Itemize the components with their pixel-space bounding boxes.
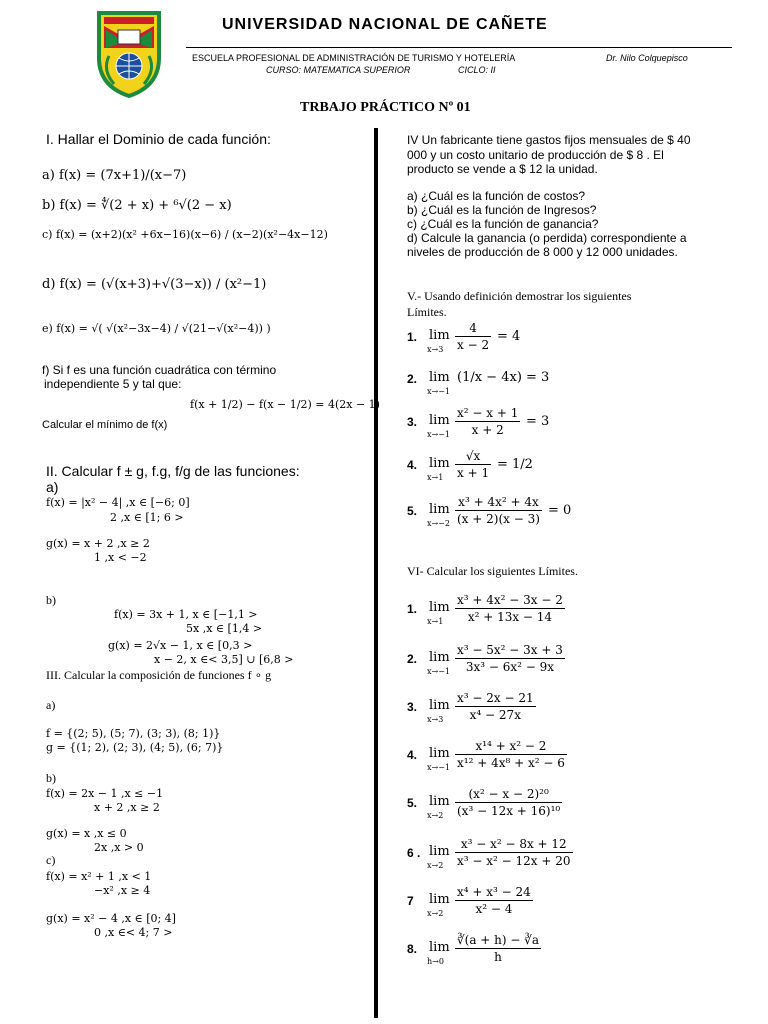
sec3-heading: III. Calcular la composición de funciones f ∘ g [46,668,272,682]
sec3-c-f-line2: −x² ,x ≥ 4 [94,884,151,897]
sec6-limit-8-item [407,932,747,972]
sec6-limit-7-subscript: x→2 [427,909,444,918]
sec2-b-f-line2: 5x ,x ∈ [1,4 > [186,622,263,635]
sec5-heading-2: Límites. [407,305,447,319]
sec2-b-label: b) [46,593,56,607]
sec6-limit-3-fraction [455,690,536,724]
sec5-limit-3-number: 3. [407,415,418,429]
sec6-limit-1-lim: lim [429,600,450,615]
sec6-limit-7-lim: lim [429,892,450,907]
sec1-f-equation: f(x + 1/2) − f(x − 1/2) = 4(2x − 1) [190,398,380,411]
sec5-limit-1-fraction [455,320,491,354]
sec3-b-g-line1: g(x) = x ,x ≤ 0 [46,827,127,840]
sec5-limit-4-number: 4. [407,458,418,472]
sec4-qd1: d) Calcule la ganancia (o perdida) correspondiente a [407,231,687,245]
sec6-limit-1-number: 1. [407,602,418,616]
sec5-limit-2-number: 2. [407,372,418,386]
sec6-limit-5-item [407,786,747,826]
sec5-limit-1-item [407,320,747,360]
sec5-limit-2-item [407,362,747,402]
sec5-limit-2-lim: lim [429,370,450,385]
sec6-limit-4-item [407,738,747,778]
sec5-heading-1: V.- Usando definición demostrar los siguientes [407,289,632,303]
sec6-limit-6-fraction [455,836,573,870]
sec1-f-text2: independiente 5 y tal que: [44,377,182,391]
sec1-item-d: d) f(x) = (√(x+3)+√(3−x)) / (x²−1) [42,277,267,292]
sec6-limit-7-number: 7 [407,894,414,908]
sec6-limit-3-denominator: x⁴ − 27x [469,708,521,722]
sec5-limit-5-lim: lim [429,502,450,517]
sec5-limit-5-fraction [455,494,542,528]
sec5-limit-1-subscript: x→3 [427,345,444,354]
sec4-qc: c) ¿Cuál es la función de ganancia? [407,217,599,231]
sec3-c-label: c) [46,853,56,867]
sec1-item-a: a) f(x) = (7x+1)/(x−7) [42,168,187,183]
sec5-limit-5-rhs: = 0 [548,503,572,518]
sec5-limit-1-rhs: = 4 [497,329,521,344]
teacher-name: Dr. Nilo Colquepisco [606,53,688,63]
sec5-limit-4-numerator: √x [455,448,491,465]
sec5-limit-5-denominator: (x + 2)(x − 3) [457,512,540,526]
sec6-limit-5-fraction [455,786,562,820]
sec5-limit-4-lim: lim [429,456,450,471]
sec1-item-c: c) f(x) = (x+2)(x² +6x−16)(x−6) / (x−2)(x²−4x−12) [42,228,328,241]
sec6-limit-2-lim: lim [429,650,450,665]
sec6-limit-7-denominator: x² − 4 [475,902,513,916]
university-logo [94,8,164,98]
column-divider [374,128,378,1018]
sec1-item-e: e) f(x) = √( √(x²−3x−4) / √(21−√(x²−4)) ) [42,322,271,335]
sec4-qd2: niveles de producción de 8 000 y 12 000 unidades. [407,245,678,259]
sec6-limit-1-numerator: x³ + 4x² − 3x − 2 [457,593,563,607]
sec5-limit-3-item [407,405,747,445]
sec2-b-f-line1: f(x) = 3x + 1, x ∈ [−1,1 > [114,608,258,621]
sec3-b-g-line2: 2x ,x > 0 [94,841,144,854]
sec6-limit-4-fraction [455,738,567,772]
sec6-limit-2-fraction [455,642,565,676]
cycle-label: CICLO: II [458,65,496,75]
sec2-a-g-line2: 1 ,x < −2 [94,551,147,564]
sec5-limit-4-item [407,448,747,488]
sec1-item-b: b) f(x) = ∜(2 + x) + ⁶√(2 − x) [42,198,232,213]
sec6-limit-8-numerator: ∛(a + h) − ∛a [457,933,540,947]
sec4-p1: IV Un fabricante tiene gastos fijos mensuales de $ 40 [407,133,691,147]
sec6-heading: VI- Calcular los siguientes Límites. [407,564,578,578]
sec6-limit-8-number: 8. [407,942,418,956]
sec1-f-text3: Calcular el mínimo de f(x) [42,419,168,431]
sec5-limit-3-lim: lim [429,413,450,428]
sec5-limit-3-rhs: = 3 [526,414,550,429]
sec6-limit-5-lim: lim [429,794,450,809]
sec3-a-g: g = {(1; 2), (2; 3), (4; 5), (6; 7)} [46,741,224,754]
sec3-b-f-line2: x + 2 ,x ≥ 2 [94,801,160,814]
sec6-limit-2-item [407,642,747,682]
sec3-a-label: a) [46,698,56,712]
sec6-limit-6-denominator: x³ − x² − 12x + 20 [457,854,571,868]
sec4-qa: a) ¿Cuál es la función de costos? [407,189,586,203]
sec6-limit-4-lim: lim [429,746,450,761]
sec6-limit-6-numerator: x³ − x² − 8x + 12 [455,836,573,853]
course-name: CURSO: MATEMATICA SUPERIOR [266,65,411,75]
sec6-limit-3-number: 3. [407,700,418,714]
sec6-limit-5-number: 5. [407,796,418,810]
sec6-limit-5-denominator: (x³ − 12x + 16)¹⁰ [457,804,561,818]
sec5-limit-2-subscript: x→−1 [427,387,451,396]
sec6-limit-3-item [407,690,747,730]
sec6-limit-3-numerator: x³ − 2x − 21 [457,691,534,705]
sec4-p3: producto se vende a $ 12 la unidad. [407,162,598,176]
sec5-limit-1-number: 1. [407,330,418,344]
sec6-limit-5-subscript: x→2 [427,811,444,820]
sec5-limit-1-numerator: 4 [455,320,491,337]
sec1-f-text1: f) Si f es una función cuadrática con término [42,363,277,377]
sec6-limit-3-subscript: x→3 [427,715,444,724]
sec3-b-f-line1: f(x) = 2x − 1 ,x ≤ −1 [46,787,164,800]
sec6-limit-6-subscript: x→2 [427,861,444,870]
sec5-limit-2-expression: (1/x − 4x) = 3 [457,370,550,385]
sec6-limit-4-denominator: x¹² + 4x⁸ + x² − 6 [457,756,565,770]
sec6-limit-6-item [407,836,747,876]
sec1-heading: I. Hallar el Dominio de cada función: [46,131,271,147]
page-title: TRBAJO PRÁCTICO Nº 01 [300,100,471,115]
sec5-limit-5-item [407,494,747,534]
university-name: UNIVERSIDAD NACIONAL DE CAÑETE [222,16,548,33]
sec2-b-g-line1: g(x) = 2√x − 1, x ∈ [0,3 > [108,639,253,652]
sec6-limit-6-lim: lim [429,844,450,859]
sec6-limit-6-number: 6 . [407,846,421,860]
sec6-limit-2-subscript: x→−1 [427,667,451,676]
sec6-limit-4-numerator: x¹⁴ + x² − 2 [455,738,567,755]
sec6-limit-4-number: 4. [407,748,418,762]
sec6-limit-2-denominator: 3x³ − 6x² − 9x [465,660,555,674]
school-name: ESCUELA PROFESIONAL DE ADMINISTRACIÓN DE TURISMO Y HOTELERÍA [192,53,516,63]
sec6-limit-7-item [407,884,747,924]
sec4-qb: b) ¿Cuál es la función de Ingresos? [407,203,597,217]
sec5-limit-4-rhs: = 1/2 [497,457,533,472]
sec3-c-g-line1: g(x) = x² − 4 ,x ∈ [0; 4] [46,912,176,925]
sec6-limit-5-numerator: (x² − x − 2)²⁰ [455,786,562,803]
sec2-a-g-line1: g(x) = x + 2 ,x ≥ 2 [46,537,150,550]
sec2-a-f-line2: 2 ,x ∈ [1; 6 > [110,511,184,524]
sec3-c-g-line2: 0 ,x ∈< 4; 7 > [94,926,173,939]
sec5-limit-4-subscript: x→1 [427,473,444,482]
sec5-limit-1-lim: lim [429,328,450,343]
sec6-limit-7-fraction [455,884,533,918]
sec6-limit-2-numerator: x³ − 5x² − 3x + 3 [457,643,563,657]
sec5-limit-5-number: 5. [407,504,418,518]
sec4-p2: 000 y un costo unitario de producción de $ 8 . El [407,148,664,162]
sec2-heading: II. Calcular f ± g, f.g, f/g de las funciones: [46,463,300,479]
sec6-limit-1-item [407,592,747,632]
sec6-limit-1-denominator: x² + 13x − 14 [467,610,553,624]
sec6-limit-1-subscript: x→1 [427,617,444,626]
sec5-limit-3-subscript: x→−1 [427,430,451,439]
sec6-limit-7-numerator: x⁴ + x³ − 24 [457,885,531,899]
sec6-limit-2-number: 2. [407,652,418,666]
header-divider [186,47,732,48]
sec6-limit-8-denominator: h [494,950,502,964]
sec5-limit-5-subscript: x→−2 [427,519,451,528]
sec5-limit-4-denominator: x + 1 [457,466,490,480]
sec5-limit-3-denominator: x + 2 [471,423,504,437]
sec2-a-label: a) [46,479,59,495]
sec5-limit-1-denominator: x − 2 [457,338,490,352]
sec6-limit-8-lim: lim [429,940,450,955]
sec6-limit-3-lim: lim [429,698,450,713]
sec6-limit-4-subscript: x→−1 [427,763,451,772]
sec5-limit-5-numerator: x³ + 4x² + 4x [455,494,542,511]
sec5-limit-3-fraction [455,405,520,439]
sec6-limit-8-subscript: h→0 [427,957,444,966]
sec5-limit-4-fraction [455,448,491,482]
sec2-a-f-line1: f(x) = |x² − 4| ,x ∈ [−6; 0] [46,496,190,509]
sec6-limit-1-fraction [455,592,565,626]
sec6-limit-8-fraction [455,932,541,966]
sec3-b-label: b) [46,771,56,785]
sec3-a-f: f = {(2; 5), (5; 7), (3; 3), (8; 1)} [46,727,221,740]
sec5-limit-3-numerator: x² − x + 1 [457,406,519,420]
sec2-b-g-line2: x − 2, x ∈< 3,5] ∪ [6,8 > [154,653,294,666]
sec3-c-f-line1: f(x) = x² + 1 ,x < 1 [46,870,152,883]
